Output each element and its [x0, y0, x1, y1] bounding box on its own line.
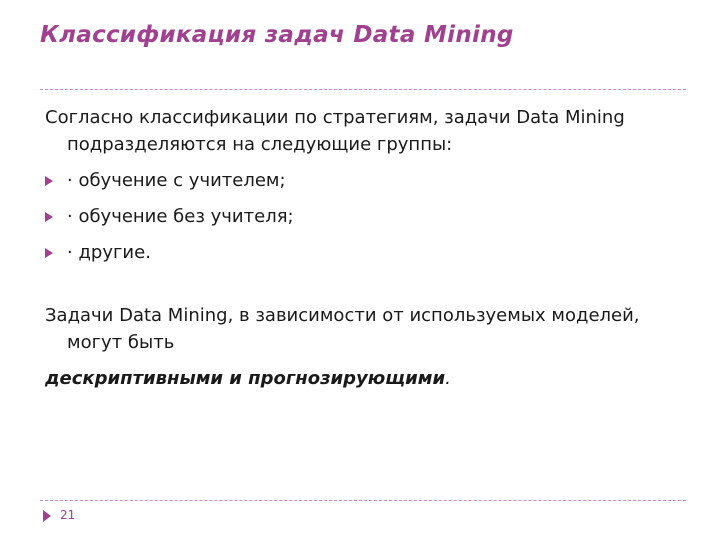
bullet-item	[45, 167, 665, 194]
title-divider	[40, 89, 686, 90]
bullet-text: · обучение с учителем;	[67, 170, 286, 191]
bullet-item	[45, 239, 665, 266]
footer-triangle-icon	[43, 510, 51, 522]
slide-body	[45, 104, 665, 392]
second-paragraph: Задачи Data Mining, в зависимости от используемых моделей, могут быть	[45, 305, 640, 353]
slide-title: Классификация задач Data Mining	[40, 22, 514, 48]
bullet-text: · другие.	[67, 242, 151, 263]
triangle-bullet-icon	[45, 248, 53, 258]
emphasis-text: дескриптивными и прогнозирующими	[45, 368, 446, 389]
triangle-bullet-icon	[45, 212, 53, 222]
page-number: 21	[60, 508, 76, 522]
emphasis-line	[45, 365, 665, 392]
footer-divider	[40, 500, 686, 501]
bullet-text: · обучение без учителя;	[67, 206, 294, 227]
spacer	[45, 266, 665, 293]
triangle-bullet-icon	[45, 176, 53, 186]
bullet-item	[45, 203, 665, 230]
emphasis-period: .	[445, 368, 451, 389]
intro-paragraph: Согласно классификации по стратегиям, задачи Data Mining подразделяются на следующие группы:	[45, 107, 625, 155]
